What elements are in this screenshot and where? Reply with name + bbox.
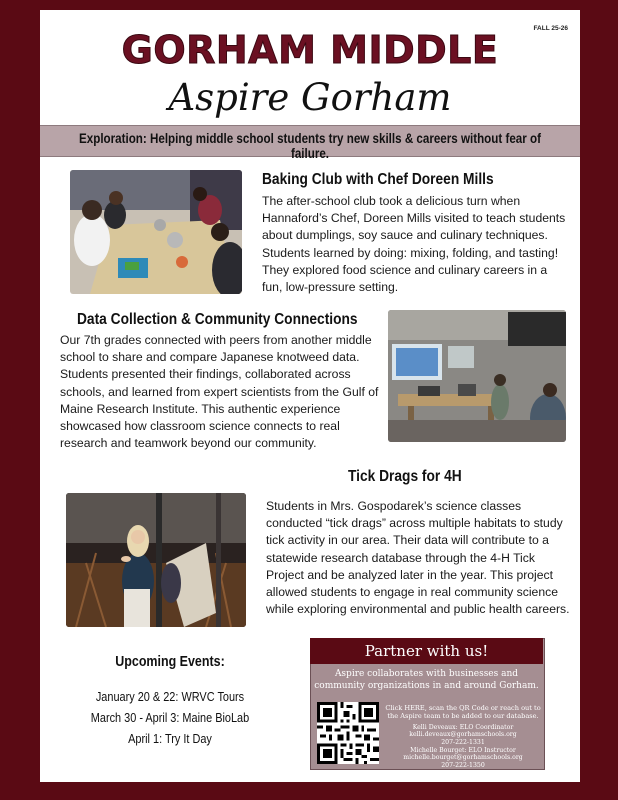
contact-name: Michelle Bourget: ELO Instructor (410, 746, 516, 754)
contact-email[interactable]: kelli.deveaux@gorhamschools.org (409, 731, 517, 739)
newsletter-page (40, 10, 580, 782)
event-item: April 1: Try It Day (128, 731, 212, 746)
partner-intro: Aspire collaborates with businesses and community organizations in and around Gorham. (314, 669, 539, 691)
event-item: March 30 - April 3: Maine BioLab (90, 710, 250, 725)
article-1-body: The after-school club took a delicious turn when Hannaford’s Chef, Doreen Mills visited to teach students about dumplings, soy sauce and culinary techniques. Students learned by doing: mixing, folding, and tasting! They explored food science and culinary careers in a fun, low-pressure setting. (262, 194, 566, 295)
article-2-heading: Data Collection & Community Connections (77, 311, 358, 328)
page-title: GORHAM MIDDLE (121, 28, 499, 72)
script-subtitle: Aspire Gorham (168, 76, 452, 119)
qr-code[interactable] (317, 702, 379, 764)
event-item: January 20 & 22: WRVC Tours (95, 689, 245, 704)
partner-contact-block (383, 704, 543, 769)
contact-name: Kelli Deveaux: ELO Coordinator (412, 723, 514, 731)
article-3-body: Students in Mrs. Gospodarek’s science classes conducted “tick drags” across multiple habitats to study tick activity in our area. Their data will contribute to a statewide research database through the 4-H Tick Project and be analyzed later in the year. This project allowed students to engage in real community science while exploring environmental and public health careers. (266, 499, 570, 617)
tick-drags-photo (66, 493, 246, 627)
partner-heading: Partner with us! (310, 638, 543, 664)
partner-cta[interactable]: Click HERE, scan the QR Code or reach out to the Aspire team to be added to our database. (385, 704, 541, 721)
contact-phone: 207-222-1350 (441, 761, 485, 769)
data-collection-photo (388, 310, 566, 442)
article-2-body: Our 7th grades connected with peers from another middle school to share and compare Japanese knotweed data. Students presented their findings, collaborated across schools, and learned from expert scientists from the Gulf of Maine Research Institute. This authentic experience showcased how classroom science connects to real research and teamwork beyond our community. (60, 333, 379, 451)
article-1-heading: Baking Club with Chef Doreen Mills (262, 171, 494, 188)
contact-phone: 207-222-1331 (441, 739, 485, 746)
events-title: Upcoming Events: (115, 654, 225, 670)
tagline-text: Exploration: Helping middle school students try new skills & careers without fear of failure. (79, 131, 541, 161)
baking-club-photo (70, 170, 242, 294)
contact-email[interactable]: michelle.bourget@gorhamschools.org (403, 754, 523, 762)
article-3-heading: Tick Drags for 4H (348, 468, 462, 485)
term-label: FALL 25-26 (533, 25, 568, 32)
